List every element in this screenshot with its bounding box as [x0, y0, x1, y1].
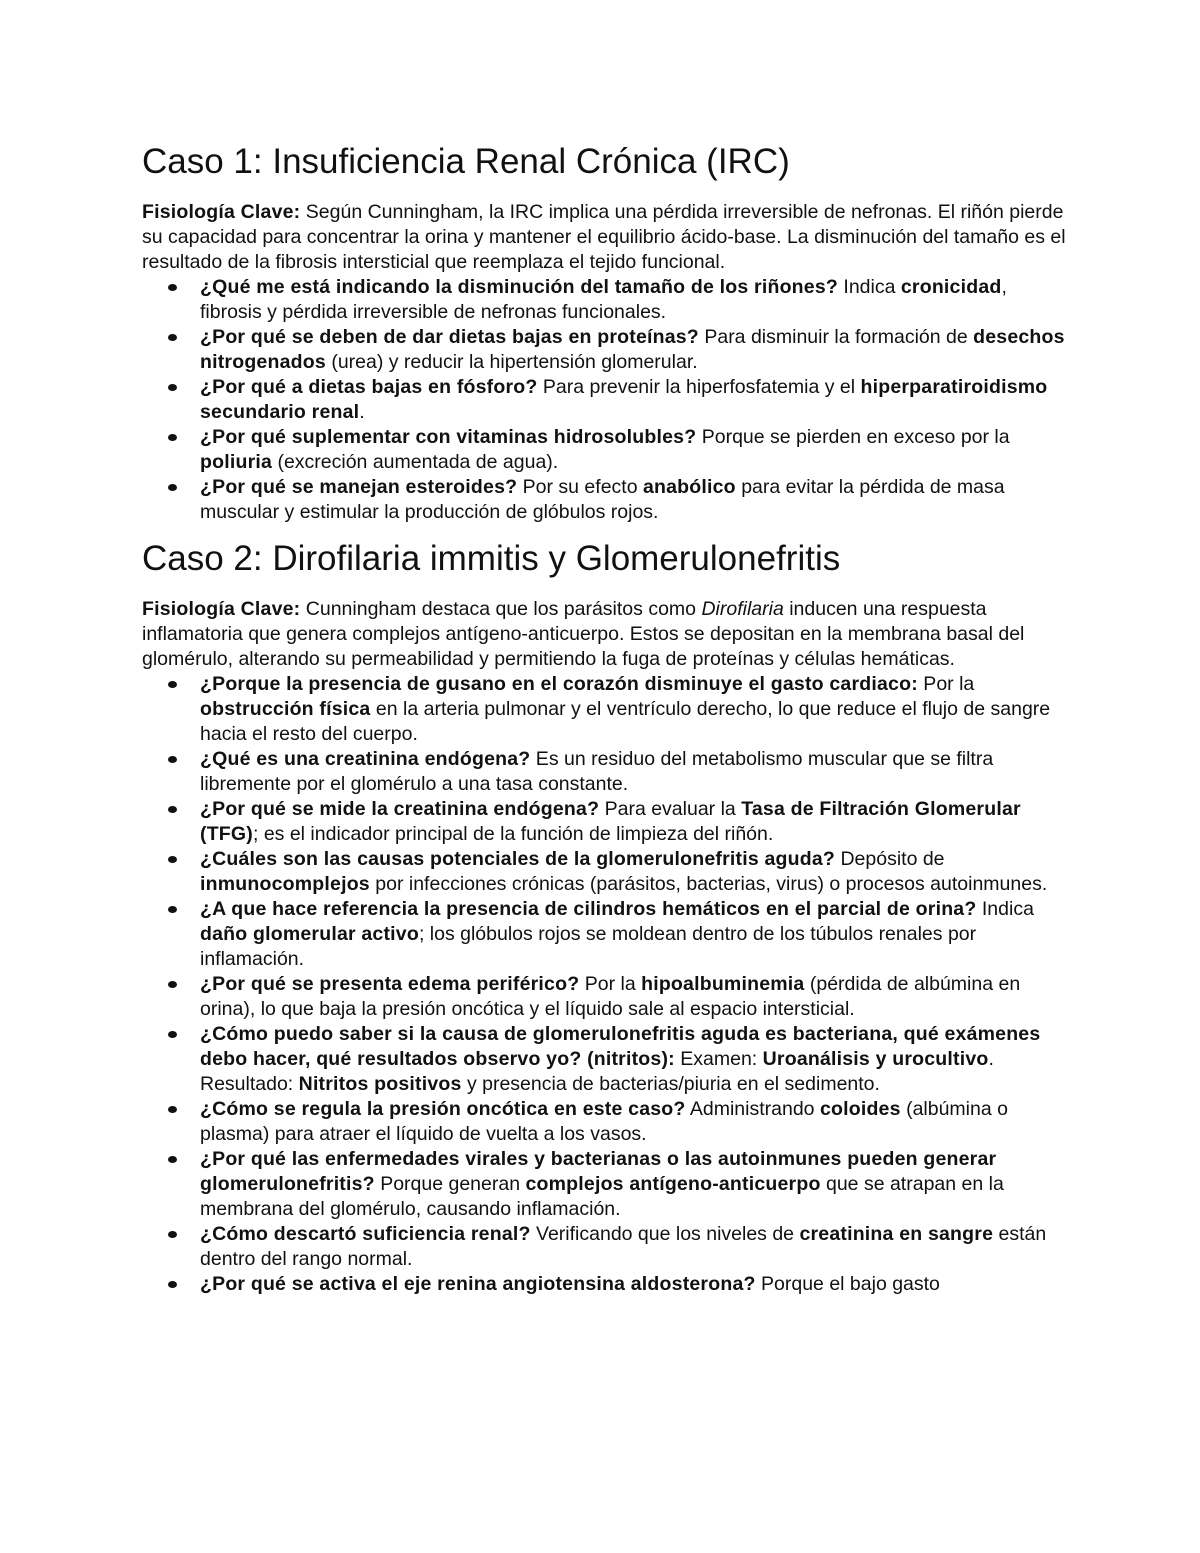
answer-text: Por su efecto: [517, 476, 643, 498]
list-item: [200, 475, 1070, 525]
answer-emphasis: daño glomerular activo: [200, 923, 419, 945]
answer-text: (albúmina o plasma) para atraer el líquido de vuelta a los vasos.: [200, 1098, 1008, 1145]
answer-text: en la arteria pulmonar y el ventrículo derecho, lo que reduce el flujo de sangre hacia el resto del cuerpo.: [200, 698, 1051, 745]
answer-text: (urea) y reducir la hipertensión glomerular.: [325, 351, 698, 373]
answer-emphasis: desechos nitrogenados: [200, 326, 1065, 373]
list-item: [200, 1097, 1070, 1147]
bullet-icon: [168, 856, 177, 863]
answer-text: Para evaluar la: [599, 798, 742, 820]
answer-text: (excreción aumentada de agua).: [272, 451, 559, 473]
case2-intro-label: Fisiología Clave:: [142, 598, 301, 620]
bullet-icon: [168, 681, 177, 688]
answer-text: que se atrapan en la membrana del glomérulo, causando inflamación.: [200, 1173, 1004, 1220]
question: ¿Por qué se manejan esteroides?: [200, 476, 518, 498]
list-item: [200, 972, 1070, 1022]
bullet-icon: [168, 1281, 177, 1288]
answer-text: por infecciones crónicas (parásitos, bacterias, virus) o procesos autoinmunes.: [369, 873, 1048, 895]
answer-text: Porque el bajo gasto: [755, 1273, 940, 1295]
answer-emphasis: Tasa de Filtración Glomerular (TFG): [200, 798, 1021, 845]
bullet-icon: [168, 1231, 177, 1238]
list-item: [200, 847, 1070, 897]
case2-question-list: [142, 672, 1070, 1297]
list-item: [200, 1222, 1070, 1272]
list-item: [200, 1272, 1070, 1297]
answer-text: Administrando: [685, 1098, 820, 1120]
case2-intro-post: inducen una respuesta inflamatoria que genera complejos antígeno-anticuerpo. Estos se depositan en la membrana basal del glomérulo, alterando su permeabilidad y permitiendo la fuga de proteínas y células hemáticas.: [142, 598, 1025, 670]
question: ¿Qué es una creatinina endógena?: [200, 748, 531, 770]
answer-text: Depósito de: [835, 848, 945, 870]
answer-text: (pérdida de albúmina en orina), lo que baja la presión oncótica y el líquido sale al espacio intersticial.: [200, 973, 1021, 1020]
bullet-icon: [168, 1106, 177, 1113]
list-item: [200, 747, 1070, 797]
answer-text: ; es el indicador principal de la función de limpieza del riñón.: [252, 823, 774, 845]
answer-text: Porque generan: [374, 1173, 526, 1195]
answer-emphasis: poliuria: [200, 451, 273, 473]
list-item: [200, 375, 1070, 425]
list-item: [200, 1022, 1070, 1097]
question: ¿Cuáles son las causas potenciales de la glomerulonefritis aguda?: [200, 848, 836, 870]
list-item: [200, 425, 1070, 475]
case2-intro-italic: Dirofilaria: [701, 598, 784, 620]
answer-emphasis: inmunocomplejos: [200, 873, 370, 895]
case1-title: Caso 1: Insuficiencia Renal Crónica (IRC): [142, 142, 790, 181]
answer-emphasis: Uroanálisis y urocultivo: [762, 1048, 989, 1070]
answer-text: Indica: [838, 276, 901, 298]
question: ¿Por qué se deben de dar dietas bajas en proteínas?: [200, 326, 699, 348]
bullet-icon: [168, 906, 177, 913]
bullet-icon: [168, 434, 177, 441]
bullet-icon: [168, 484, 177, 491]
answer-text: y presencia de bacterias/piuria en el sedimento.: [461, 1073, 880, 1095]
bullet-icon: [168, 981, 177, 988]
answer-emphasis: hiperparatiroidismo secundario renal: [200, 376, 1048, 423]
question: ¿Porque la presencia de gusano en el corazón disminuye el gasto cardiaco:: [200, 673, 918, 695]
question: ¿Por qué se presenta edema periférico?: [200, 973, 580, 995]
answer-emphasis: creatinina en sangre: [799, 1223, 994, 1245]
answer-text: Examen:: [674, 1048, 763, 1070]
bullet-icon: [168, 1156, 177, 1163]
answer-emphasis: cronicidad: [900, 276, 1002, 298]
answer-emphasis: coloides: [819, 1098, 901, 1120]
case1-intro-text: Según Cunningham, la IRC implica una pérdida irreversible de nefronas. El riñón pierde su capacidad para concentrar la orina y mantener el equilibrio ácido-base. La disminución del tamaño es el resultado de la fibrosis intersticial que reemplaza el tejido funcional.: [142, 201, 1066, 273]
list-item: [200, 797, 1070, 847]
question: ¿Por qué a dietas bajas en fósforo?: [200, 376, 538, 398]
list-item: [200, 275, 1070, 325]
answer-text: para evitar la pérdida de masa muscular y estimular la producción de glóbulos rojos.: [200, 476, 1005, 523]
bullet-icon: [168, 806, 177, 813]
bullet-icon: [168, 284, 177, 291]
answer-text: están dentro del rango normal.: [200, 1223, 1047, 1270]
answer-text: Por la: [917, 673, 975, 695]
answer-emphasis: hipoalbuminemia: [641, 973, 805, 995]
question: ¿Qué me está indicando la disminución del tamaño de los riñones?: [200, 276, 838, 298]
question: ¿Cómo descartó suficiencia renal?: [200, 1223, 531, 1245]
case2-title: Caso 2: Dirofilaria immitis y Glomerulonefritis: [142, 539, 841, 578]
answer-emphasis: Nitritos positivos: [298, 1073, 462, 1095]
question: ¿Por qué se mide la creatinina endógena?: [200, 798, 600, 820]
case1-intro-label: Fisiología Clave:: [142, 201, 301, 223]
question: ¿Cómo se regula la presión oncótica en este caso?: [200, 1098, 686, 1120]
question: ¿Cómo puedo saber si la causa de glomerulonefritis aguda es bacteriana, qué exámenes debo hacer, qué resultados observo yo? (nitritos):: [200, 1023, 1041, 1070]
case2-intro-pre: Cunningham destaca que los parásitos como: [300, 598, 702, 620]
answer-text: ; los glóbulos rojos se moldean dentro de los túbulos renales por inflamación.: [200, 923, 977, 970]
bullet-icon: [168, 756, 177, 763]
question: ¿Por qué las enfermedades virales y bacterianas o las autoinmunes pueden generar glomerulonefritis?: [200, 1148, 997, 1195]
question: ¿A que hace referencia la presencia de cilindros hemáticos en el parcial de orina?: [200, 898, 977, 920]
answer-text: Es un residuo del metabolismo muscular que se filtra libremente por el glomérulo a una tasa constante.: [200, 748, 994, 795]
answer-text: Para disminuir la formación de: [698, 326, 974, 348]
case1-intro: [142, 200, 1070, 275]
list-item: [200, 1147, 1070, 1222]
bullet-icon: [168, 384, 177, 391]
answer-emphasis: complejos antígeno-anticuerpo: [525, 1173, 821, 1195]
answer-text: , fibrosis y pérdida irreversible de nefronas funcionales.: [200, 276, 1007, 323]
answer-text: Porque se pierden en exceso por la: [696, 426, 1010, 448]
list-item: [200, 897, 1070, 972]
list-item: [200, 672, 1070, 747]
bullet-icon: [168, 334, 177, 341]
list-item: [200, 325, 1070, 375]
answer-text: . Resultado:: [200, 1048, 994, 1095]
question: ¿Por qué suplementar con vitaminas hidrosolubles?: [200, 426, 697, 448]
answer-emphasis: anabólico: [642, 476, 736, 498]
answer-text: .: [359, 401, 365, 423]
answer-text: Para prevenir la hiperfosfatemia y el: [537, 376, 861, 398]
bullet-icon: [168, 1031, 177, 1038]
answer-text: Verificando que los niveles de: [530, 1223, 800, 1245]
answer-emphasis: obstrucción física: [200, 698, 371, 720]
answer-text: Por la: [579, 973, 642, 995]
answer-text: Indica: [976, 898, 1034, 920]
question: ¿Por qué se activa el eje renina angiotensina aldosterona?: [200, 1273, 756, 1295]
case2-intro: [142, 597, 1070, 672]
case1-question-list: [142, 275, 1070, 525]
